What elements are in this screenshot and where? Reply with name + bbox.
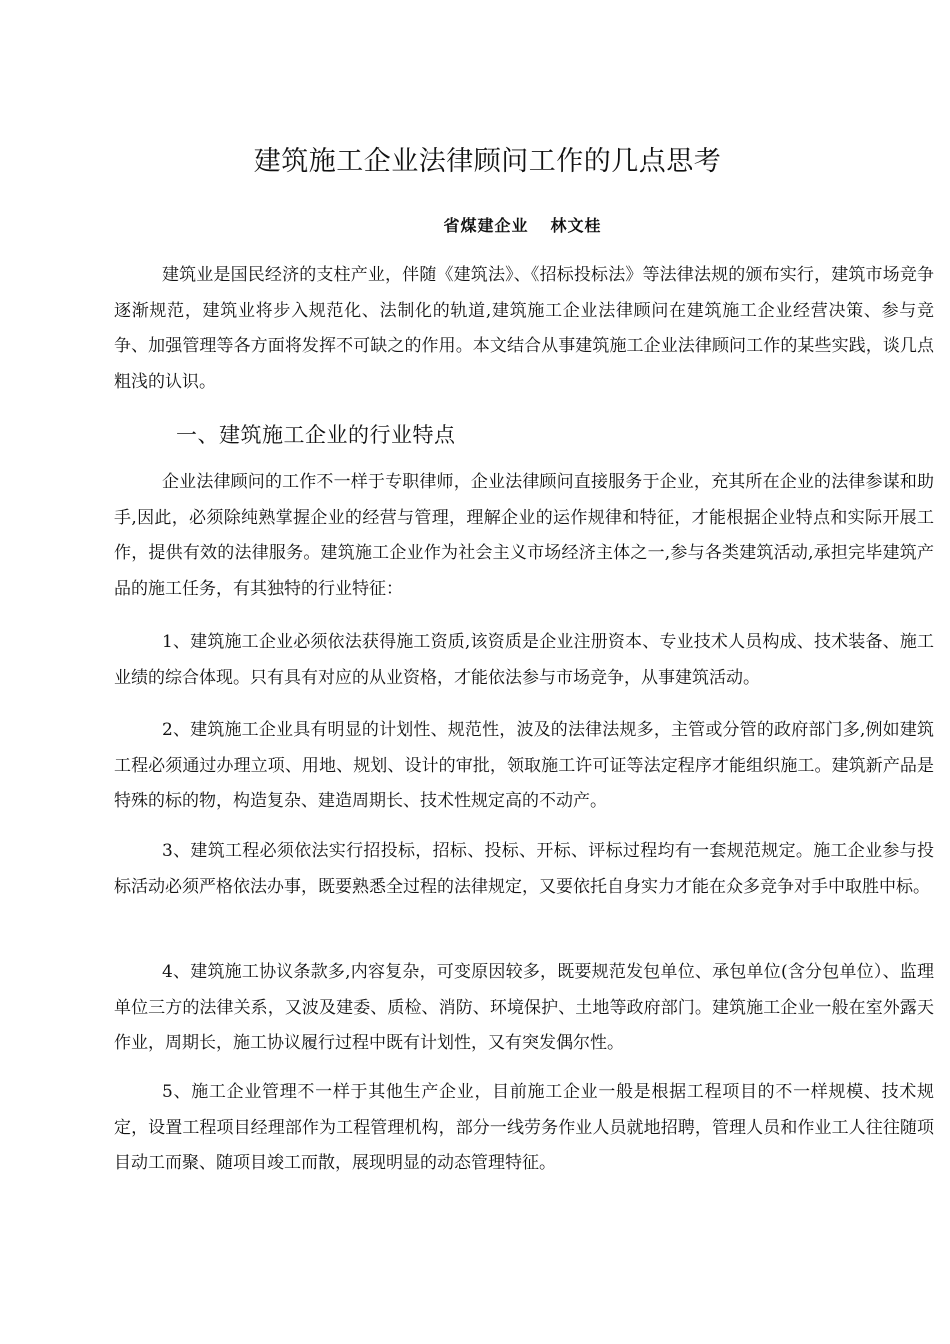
point-paragraph-2: 2、建筑施工企业具有明显的计划性、规范性，波及的法律法规多，主管或分管的政府部门多,例如建筑工程必须通过办理立项、用地、规划、设计的审批，领取施工许可证等法定程序才能组织施工。建筑新产品是特殊的标的物，构造复杂、建造周期长、技术性规定高的不动产。: [114, 720, 934, 811]
point-paragraph-3: 3、建筑工程必须依法实行招投标，招标、投标、开标、评标过程均有一套规范规定。施工企业参与投标活动必须严格依法办事，既要熟悉全过程的法律规定，又要依托自身实力才能在众多竞争对手中取胜中标。: [114, 841, 934, 897]
author-organization: 省煤建企业: [443, 216, 529, 235]
point-paragraph-4: 4、建筑施工协议条款多,内容复杂，可变原因较多，既要规范发包单位、承包单位(含分包单位）、监理单位三方的法律关系，又波及建委、质检、消防、环境保护、土地等政府部门。建筑施工企业一般在室外露天作业，周期长，施工协议履行过程中既有计划性，又有突发偶尔性。: [114, 962, 934, 1053]
author-line: [0, 214, 950, 238]
point-paragraph-5: 5、施工企业管理不一样于其他生产企业，目前施工企业一般是根据工程项目的不一样规模、技术规定，设置工程项目经理部作为工程管理机构，部分一线劳务作业人员就地招聘，管理人员和作业工人往往随项目动工而聚、随项目竣工而散，展现明显的动态管理特征。: [114, 1082, 934, 1173]
section-intro-paragraph: 企业法律顾问的工作不一样于专职律师，企业法律顾问直接服务于企业，充其所在企业的法律参谋和助手,因此，必须除纯熟掌握企业的经营与管理，理解企业的运作规律和特征，才能根据企业特点和实际开展工作，提供有效的法律服务。建筑施工企业作为社会主义市场经济主体之一,参与各类建筑活动,承担完毕建筑产品的施工任务，有其独特的行业特征：: [114, 472, 934, 599]
author-name: 林文桂: [550, 216, 602, 235]
point-paragraph-1: 1、建筑施工企业必须依法获得施工资质,该资质是企业注册资本、专业技术人员构成、技术装备、施工业绩的综合体现。只有具有对应的从业资格，才能依法参与市场竞争，从事建筑活动。: [114, 632, 934, 688]
document-title: 建筑施工企业法律顾问工作的几点思考: [253, 146, 722, 177]
intro-paragraph: 建筑业是国民经济的支柱产业，伴随《建筑法》、《招标投标法》等法律法规的颁布实行，建筑市场竞争逐渐规范，建筑业将步入规范化、法制化的轨道,建筑施工企业法律顾问在建筑施工企业经营决策、参与竞争、加强管理等各方面将发挥不可缺之的作用。本文结合从事建筑施工企业法律顾问工作的某些实践，谈几点粗浅的认识。: [114, 265, 934, 392]
section-heading: 一、建筑施工企业的行业特点: [176, 423, 456, 447]
